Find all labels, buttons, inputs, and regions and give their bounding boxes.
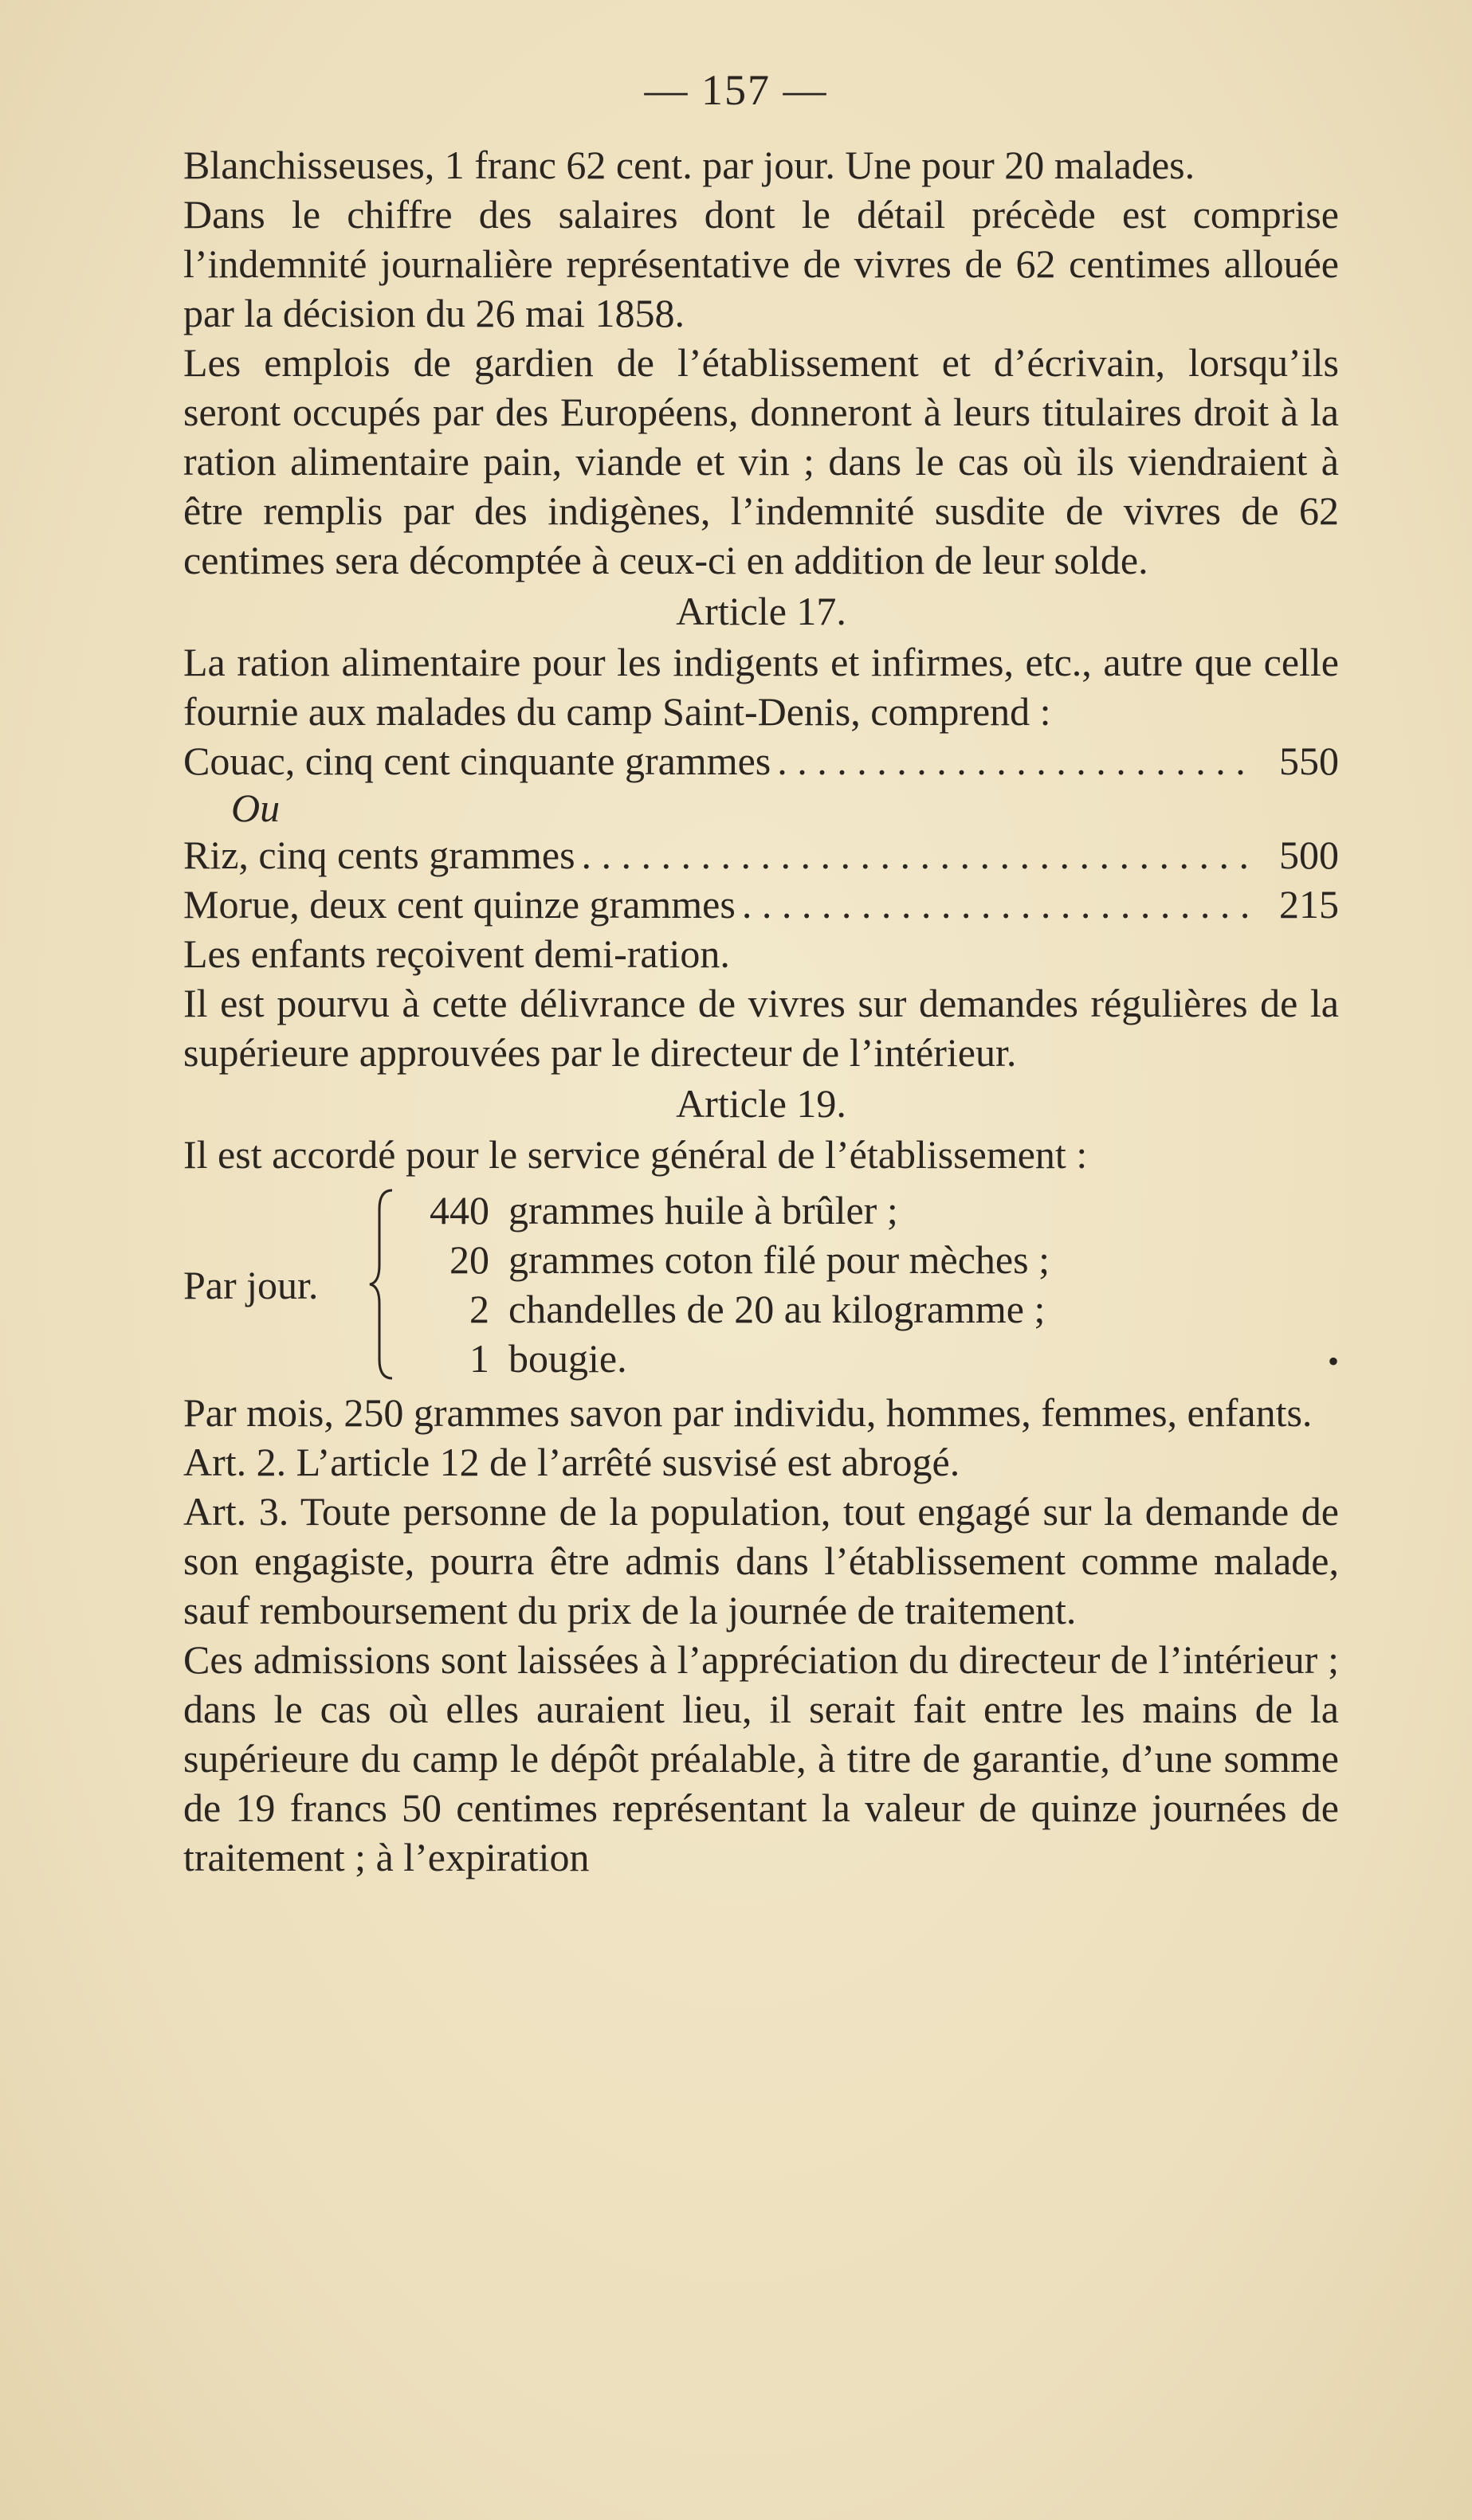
paragraph-blanchisseuses [183, 140, 1339, 190]
leader-dots [582, 830, 1253, 880]
par-jour-label: Par jour. [183, 1263, 319, 1307]
daily-text: grammes huile à brûler ; [508, 1188, 898, 1233]
ration-row-riz [183, 830, 1339, 880]
paragraph-art-3: Art. 3. Toute personne de la population, tout engagé sur la demande de son engagiste, pourra être admis dans l’établissement comme malade, sauf remboursement du prix de la journée de traitement. [183, 1489, 1339, 1632]
daily-qty: 440 [430, 1188, 489, 1233]
daily-qty: 1 [469, 1336, 489, 1381]
daily-items [413, 1186, 1050, 1383]
paragraph-admissions: Ces admissions sont laissées à l’appréciation du directeur de l’intérieur ; dans le cas où elles auraient lieu, il serait fait entre les mains de la supérieure du camp le dépôt préalable, à titre de garantie, d’une somme de 19 francs 50 centimes représentant la valeur de quinze journées de traitement ; à l’expiration [183, 1637, 1339, 1879]
ration-value: 500 [1279, 833, 1339, 877]
leader-dots [742, 880, 1253, 929]
paragraph-text: Blanchisseuses, 1 franc 62 cent. par jour. Une pour 20 malades. [183, 143, 1195, 187]
paragraph-savon: Par mois, 250 grammes savon par individu, hommes, femmes, enfants. [183, 1390, 1313, 1435]
ration-value: 550 [1279, 739, 1339, 783]
ration-row-couac [183, 736, 1339, 786]
paragraph-salaires [183, 190, 1339, 338]
daily-item [413, 1284, 1050, 1334]
leader-dots [777, 736, 1253, 786]
daily-text: chandelles de 20 au kilogramme ; [508, 1287, 1046, 1331]
ration-value: 215 [1279, 882, 1339, 927]
ou-label: Ou [231, 786, 281, 830]
daily-allowance-block [183, 1186, 1339, 1383]
paragraph-enfants: Les enfants reçoivent demi-ration. [183, 931, 730, 976]
ink-dot-icon: • [1327, 1343, 1339, 1379]
paragraph-emplois [183, 338, 1339, 585]
page-number: — 157 — [644, 66, 828, 114]
paragraph-delivrance: Il est pourvu à cette délivrance de vivres sur demandes régulières de la supérieure approuvées par le directeur de l’intérieur. [183, 981, 1339, 1075]
daily-item [413, 1334, 1050, 1383]
daily-qty: 2 [469, 1287, 489, 1331]
article-19-heading: Article 19. [676, 1081, 846, 1126]
paragraph-art-2: Art. 2. L’article 12 de l’arrêté susvisé est abrogé. [183, 1440, 960, 1484]
curly-brace-icon [367, 1186, 398, 1383]
ration-label: Couac, cinq cent cinquante grammes [183, 739, 771, 783]
paragraph-text: Dans le chiffre des salaires dont le détail précède est comprise l’indemnité journalière représentative de vivres de 62 centimes allouée par la décision du 26 mai 1858. [183, 192, 1339, 335]
daily-text: bougie. [508, 1336, 627, 1381]
article-17-heading: Article 17. [676, 589, 846, 633]
daily-text: grammes coton filé pour mèches ; [508, 1237, 1050, 1282]
ration-label: Morue, deux cent quinze grammes [183, 882, 736, 927]
paragraph-service-general: Il est accordé pour le service général de l’établissement : [183, 1132, 1088, 1177]
paragraph-text: Les emplois de gardien de l’établissement et d’écrivain, lorsqu’ils seront occupés par des Européens, donneront à leurs titulaires droit à la ration alimentaire pain, viande et vin ; dans le cas où ils viendraient à être remplis par des indigènes, l’indemnité susdite de vivres de 62 centimes sera décomptée à ceux-ci en addition de leur solde. [183, 340, 1339, 582]
ration-label: Riz, cinq cents grammes [183, 833, 575, 877]
page-body [183, 140, 1339, 1882]
ration-row-morue [183, 880, 1339, 929]
paragraph-ration: La ration alimentaire pour les indigents et infirmes, etc., autre que celle fournie aux malades du camp Saint-Denis, comprend : [183, 640, 1339, 734]
daily-item [413, 1186, 1050, 1235]
daily-qty: 20 [449, 1237, 489, 1282]
daily-item [413, 1235, 1050, 1284]
